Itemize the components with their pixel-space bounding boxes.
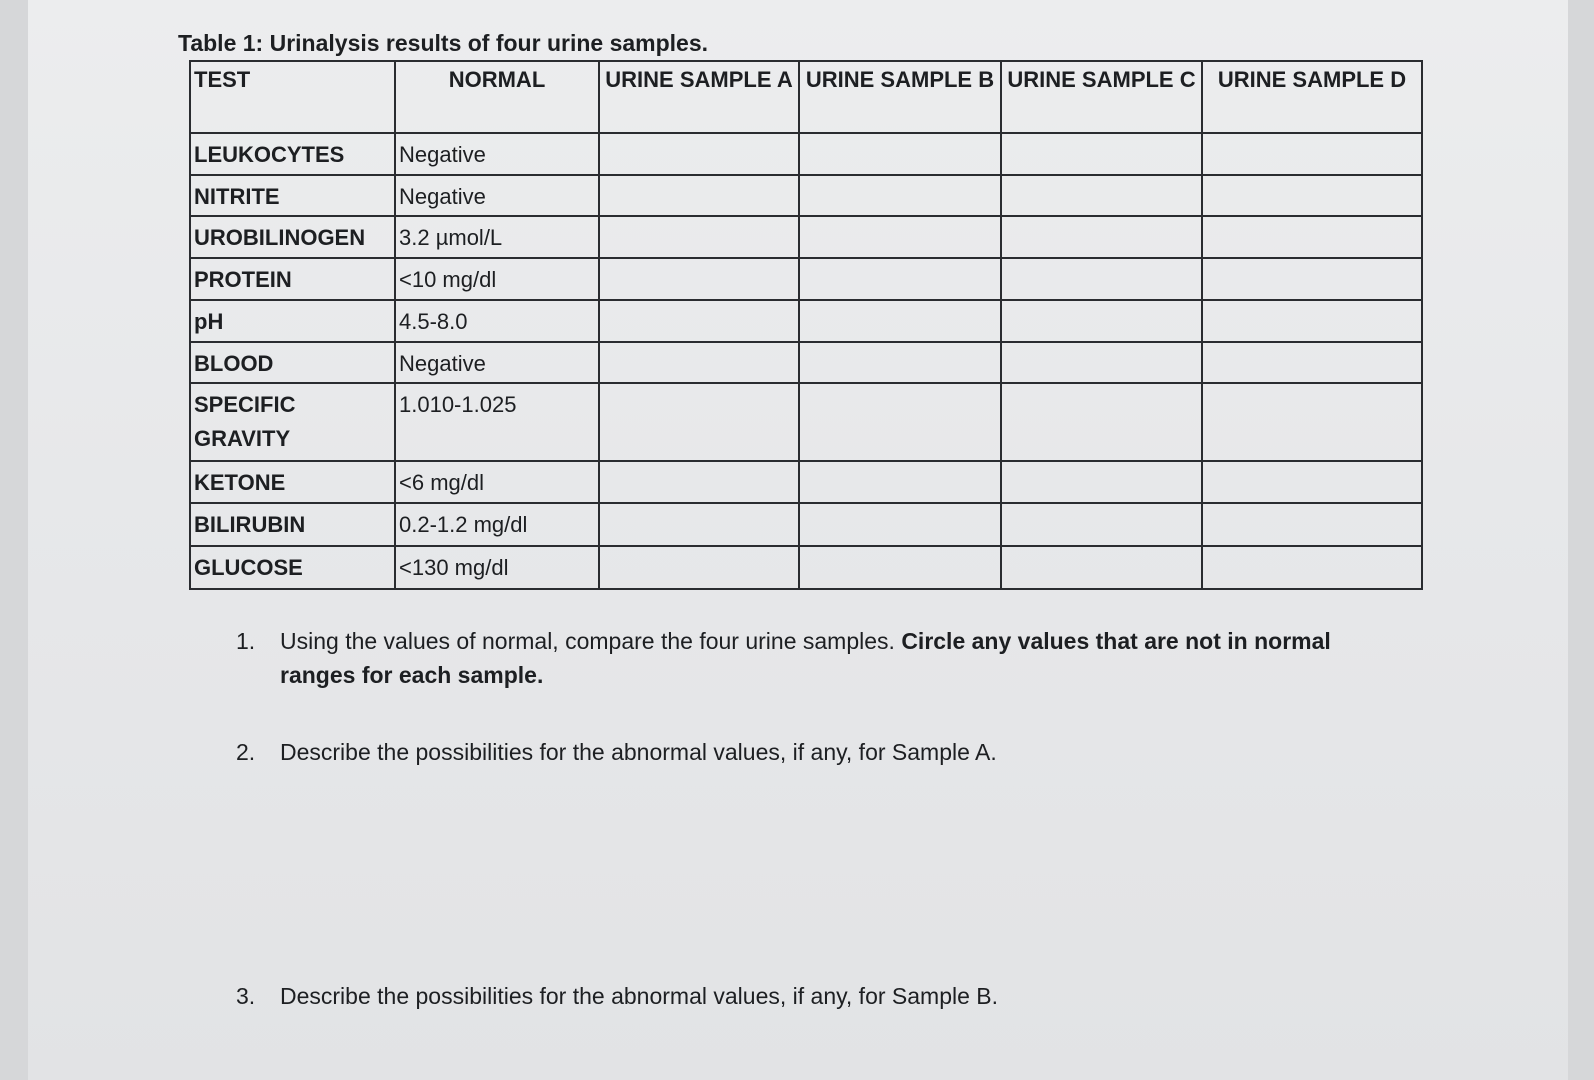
- sample-a-cell[interactable]: [599, 342, 799, 384]
- sample-b-cell[interactable]: [799, 258, 1001, 300]
- sample-d-cell[interactable]: [1202, 546, 1422, 589]
- question-prompt: Describe the possibilities for the abnormal values, if any, for Sample A.: [280, 739, 997, 765]
- question-prompt: Using the values of normal, compare the four urine samples.: [280, 628, 902, 654]
- normal-value: 0.2-1.2 mg/dl: [395, 503, 599, 546]
- normal-value: <6 mg/dl: [395, 461, 599, 504]
- question-text: [280, 735, 1346, 769]
- table-row: [190, 133, 1422, 175]
- table-row: [190, 175, 1422, 217]
- sample-d-cell[interactable]: [1202, 216, 1422, 258]
- question-text: [280, 624, 1346, 692]
- sample-d-cell[interactable]: [1202, 461, 1422, 504]
- test-name: PROTEIN: [190, 258, 395, 300]
- test-name: NITRITE: [190, 175, 395, 217]
- sample-c-cell[interactable]: [1001, 503, 1202, 546]
- sample-b-cell[interactable]: [799, 342, 1001, 384]
- test-name: GLUCOSE: [190, 546, 395, 589]
- question-prompt: Describe the possibilities for the abnormal values, if any, for Sample B.: [280, 983, 999, 1009]
- table-row: [190, 383, 1422, 460]
- test-name: BILIRUBIN: [190, 503, 395, 546]
- normal-value: 4.5-8.0: [395, 300, 599, 342]
- normal-value: 3.2 µmol/L: [395, 216, 599, 258]
- table-row: [190, 342, 1422, 384]
- normal-value: Negative: [395, 175, 599, 217]
- normal-value: Negative: [395, 133, 599, 175]
- sample-c-cell[interactable]: [1001, 383, 1202, 460]
- sample-a-cell[interactable]: [599, 383, 799, 460]
- table-caption: Table 1: Urinalysis results of four urine samples.: [178, 30, 709, 56]
- sample-d-cell[interactable]: [1202, 175, 1422, 217]
- sample-a-cell[interactable]: [599, 133, 799, 175]
- question-number: 2.: [236, 739, 256, 765]
- header-test: TEST: [190, 61, 395, 133]
- test-name: BLOOD: [190, 342, 395, 384]
- sample-b-cell[interactable]: [799, 503, 1001, 546]
- table-row: [190, 503, 1422, 546]
- test-name: UROBILINOGEN: [190, 216, 395, 258]
- table-row: [190, 546, 1422, 589]
- normal-value: 1.010-1.025: [395, 383, 599, 460]
- sample-d-cell[interactable]: [1202, 133, 1422, 175]
- sample-c-cell[interactable]: [1001, 216, 1202, 258]
- test-name: pH: [190, 300, 395, 342]
- sample-b-cell[interactable]: [799, 175, 1001, 217]
- sample-c-cell[interactable]: [1001, 133, 1202, 175]
- question-instruction: Circle any values that are not in normal ranges for each sample.: [280, 628, 1331, 688]
- header-sample-a: URINE SAMPLE A: [599, 61, 799, 133]
- sample-a-cell[interactable]: [599, 461, 799, 504]
- sample-a-cell[interactable]: [599, 258, 799, 300]
- sample-c-cell[interactable]: [1001, 300, 1202, 342]
- sample-c-cell[interactable]: [1001, 258, 1202, 300]
- sample-d-cell[interactable]: [1202, 300, 1422, 342]
- sample-c-cell[interactable]: [1001, 175, 1202, 217]
- normal-value: Negative: [395, 342, 599, 384]
- header-sample-c: URINE SAMPLE C: [1001, 61, 1202, 133]
- question-1: [236, 624, 1346, 692]
- header-normal: NORMAL: [395, 61, 599, 133]
- question-number: 3.: [236, 983, 256, 1009]
- test-name: LEUKOCYTES: [190, 133, 395, 175]
- question-number: 1.: [236, 628, 256, 654]
- sample-d-cell[interactable]: [1202, 342, 1422, 384]
- sample-a-cell[interactable]: [599, 546, 799, 589]
- sample-b-cell[interactable]: [799, 216, 1001, 258]
- test-name: KETONE: [190, 461, 395, 504]
- urinalysis-table: [189, 60, 1423, 590]
- sample-c-cell[interactable]: [1001, 342, 1202, 384]
- sample-b-cell[interactable]: [799, 461, 1001, 504]
- sample-d-cell[interactable]: [1202, 503, 1422, 546]
- sample-a-cell[interactable]: [599, 175, 799, 217]
- table-row: [190, 300, 1422, 342]
- table-row: [190, 461, 1422, 504]
- sample-b-cell[interactable]: [799, 300, 1001, 342]
- sample-d-cell[interactable]: [1202, 258, 1422, 300]
- test-name: SPECIFIC GRAVITY: [190, 383, 395, 460]
- sample-c-cell[interactable]: [1001, 546, 1202, 589]
- sample-b-cell[interactable]: [799, 383, 1001, 460]
- sample-b-cell[interactable]: [799, 133, 1001, 175]
- sample-c-cell[interactable]: [1001, 461, 1202, 504]
- question-3: [236, 979, 1346, 1013]
- sample-a-cell[interactable]: [599, 216, 799, 258]
- sample-a-cell[interactable]: [599, 300, 799, 342]
- table-row: [190, 258, 1422, 300]
- sample-a-cell[interactable]: [599, 503, 799, 546]
- header-sample-b: URINE SAMPLE B: [799, 61, 1001, 133]
- normal-value: <130 mg/dl: [395, 546, 599, 589]
- table-header-row: [190, 61, 1422, 133]
- sample-b-cell[interactable]: [799, 546, 1001, 589]
- header-sample-d: URINE SAMPLE D: [1202, 61, 1422, 133]
- question-text: [280, 979, 1346, 1013]
- table-row: [190, 216, 1422, 258]
- question-2: [236, 735, 1346, 769]
- normal-value: <10 mg/dl: [395, 258, 599, 300]
- sample-d-cell[interactable]: [1202, 383, 1422, 460]
